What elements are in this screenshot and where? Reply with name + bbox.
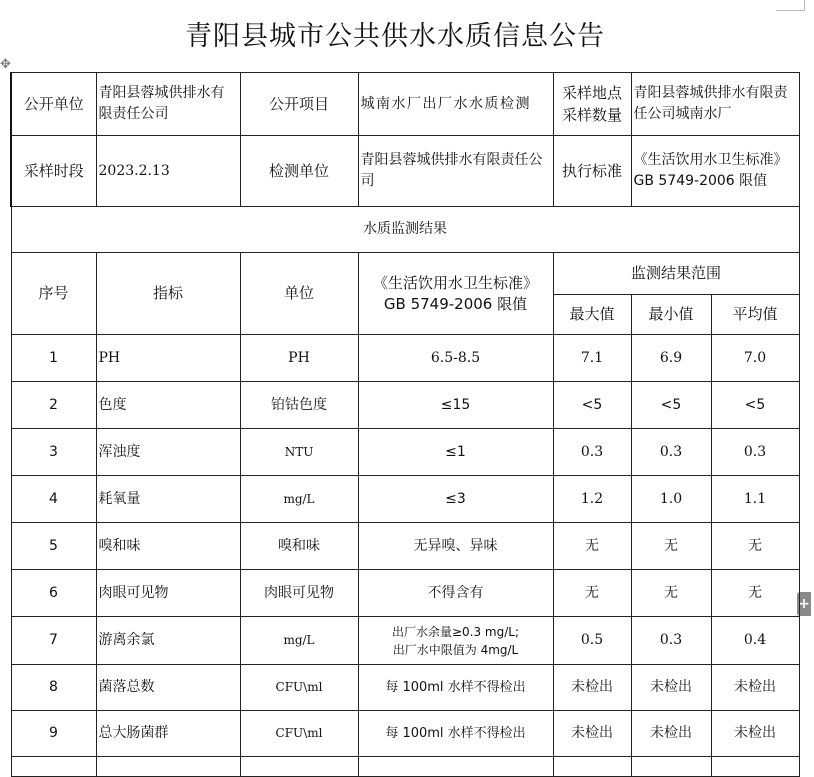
info-row-1 [11, 73, 799, 136]
lab-value: 青阳县蓉城供排水有限责任公司 [358, 136, 553, 207]
row-max: 0.5 [553, 617, 631, 665]
add-row-plus-icon[interactable]: + [797, 592, 811, 616]
publisher-label: 公开单位 [11, 73, 96, 136]
header-range: 监测结果范围 [553, 253, 799, 295]
row-limit: ≤1 [358, 429, 553, 476]
water-quality-table [10, 72, 800, 777]
row-no: 1 [11, 335, 96, 382]
row-indicator: 肉眼可见物 [96, 570, 240, 617]
table-row [11, 382, 799, 429]
row-indicator: 总大肠菌群 [96, 711, 240, 757]
row-avg: 7.0 [711, 335, 799, 382]
table-row [11, 523, 799, 570]
empty-cell [711, 757, 799, 777]
header-unit: 单位 [240, 253, 358, 335]
row-max: 无 [553, 523, 631, 570]
row-max: 1.2 [553, 476, 631, 523]
row-unit: NTU [240, 429, 358, 476]
row-indicator: PH [96, 335, 240, 382]
row-min: 未检出 [631, 665, 711, 711]
row-min: 1.0 [631, 476, 711, 523]
location-value: 青阳县蓉城供排水有限责任公司城南水厂 [631, 73, 799, 136]
empty-cell [11, 757, 96, 777]
item-value: 城南水厂出厂水水质检测 [358, 73, 553, 136]
row-avg: 未检出 [711, 711, 799, 757]
row-limit: ≤15 [358, 382, 553, 429]
row-min: 0.3 [631, 429, 711, 476]
row-max: 0.3 [553, 429, 631, 476]
row-limit: 每 100ml 水样不得检出 [358, 665, 553, 711]
header-min: 最小值 [631, 295, 711, 335]
header-indicator: 指标 [96, 253, 240, 335]
standard-value: 《生活饮用水卫生标准》GB 5749-2006 限值 [631, 136, 799, 207]
row-no: 4 [11, 476, 96, 523]
table-row [11, 711, 799, 757]
row-no: 6 [11, 570, 96, 617]
row-limit: ≤3 [358, 476, 553, 523]
row-limit: 每 100ml 水样不得检出 [358, 711, 553, 757]
row-avg: 无 [711, 523, 799, 570]
row-min: 0.3 [631, 617, 711, 665]
location-label-1: 采样地点 [561, 84, 622, 102]
header-row-1 [11, 253, 799, 295]
row-limit-line-2: 出厂水中限值为 4mg/L [392, 642, 519, 657]
row-indicator: 菌落总数 [96, 665, 240, 711]
row-avg: 未检出 [711, 665, 799, 711]
row-indicator: 嗅和味 [96, 523, 240, 570]
row-max: 无 [553, 570, 631, 617]
standard-label: 执行标准 [553, 136, 631, 207]
header-no: 序号 [11, 253, 96, 335]
row-limit-line-1: 出厂水余量≥0.3 mg/L; [391, 624, 520, 639]
row-avg: 0.4 [711, 617, 799, 665]
info-row-2 [11, 136, 799, 207]
item-label: 公开项目 [240, 73, 358, 136]
table-row [11, 476, 799, 523]
page-corner-mark [776, 0, 805, 11]
table-row-partial [11, 757, 799, 777]
row-indicator: 耗氧量 [96, 476, 240, 523]
empty-cell [96, 757, 240, 777]
publisher-value: 青阳县蓉城供排水有限责任公司 [96, 73, 240, 136]
row-unit: 嗅和味 [240, 523, 358, 570]
row-min: 无 [631, 523, 711, 570]
row-indicator: 浑浊度 [96, 429, 240, 476]
row-avg: 1.1 [711, 476, 799, 523]
row-max: <5 [553, 382, 631, 429]
row-limit: 不得含有 [358, 570, 553, 617]
row-limit: 无异嗅、异味 [358, 523, 553, 570]
row-limit: 6.5-8.5 [358, 335, 553, 382]
row-unit: PH [240, 335, 358, 382]
row-unit: 肉眼可见物 [240, 570, 358, 617]
date-label: 采样时段 [11, 136, 96, 207]
section-title-row [11, 207, 799, 253]
table-row [11, 429, 799, 476]
row-unit: 铂钴色度 [240, 382, 358, 429]
row-no: 2 [11, 382, 96, 429]
location-labels [553, 73, 631, 136]
header-avg: 平均值 [711, 295, 799, 335]
row-no: 3 [11, 429, 96, 476]
row-min: 6.9 [631, 335, 711, 382]
table-row [11, 335, 799, 382]
row-unit: CFU\ml [240, 665, 358, 711]
date-value: 2023.2.13 [96, 136, 240, 207]
row-unit: CFU\ml [240, 711, 358, 757]
lab-label: 检测单位 [240, 136, 358, 207]
row-indicator: 色度 [96, 382, 240, 429]
row-min: 无 [631, 570, 711, 617]
row-no: 7 [11, 617, 96, 665]
row-min: <5 [631, 382, 711, 429]
section-title: 水质监测结果 [11, 207, 799, 253]
header-limit [358, 253, 553, 335]
row-min: 未检出 [631, 711, 711, 757]
row-indicator: 游离余氯 [96, 617, 240, 665]
table-move-handle-icon[interactable]: ✥ [0, 57, 11, 72]
header-limit-line-1: 《生活饮用水卫生标准》 [372, 273, 538, 292]
table-row [11, 570, 799, 617]
row-avg: 0.3 [711, 429, 799, 476]
empty-cell [240, 757, 358, 777]
row-max: 未检出 [553, 711, 631, 757]
row-avg: <5 [711, 382, 799, 429]
row-limit [358, 617, 553, 665]
row-max: 未检出 [553, 665, 631, 711]
row-no: 9 [11, 711, 96, 757]
row-no: 5 [11, 523, 96, 570]
row-unit: mg/L [240, 617, 358, 665]
table-row [11, 665, 799, 711]
location-label-2: 采样数量 [561, 106, 622, 124]
empty-cell [358, 757, 553, 777]
header-limit-line-2: GB 5749-2006 限值 [383, 294, 528, 313]
row-avg: 无 [711, 570, 799, 617]
page-title: 青阳县城市公共供水水质信息公告 [185, 21, 605, 52]
row-unit: mg/L [240, 476, 358, 523]
empty-cell [631, 757, 711, 777]
row-max: 7.1 [553, 335, 631, 382]
empty-cell [553, 757, 631, 777]
header-max: 最大值 [553, 295, 631, 335]
table-row [11, 617, 799, 665]
row-no: 8 [11, 665, 96, 711]
